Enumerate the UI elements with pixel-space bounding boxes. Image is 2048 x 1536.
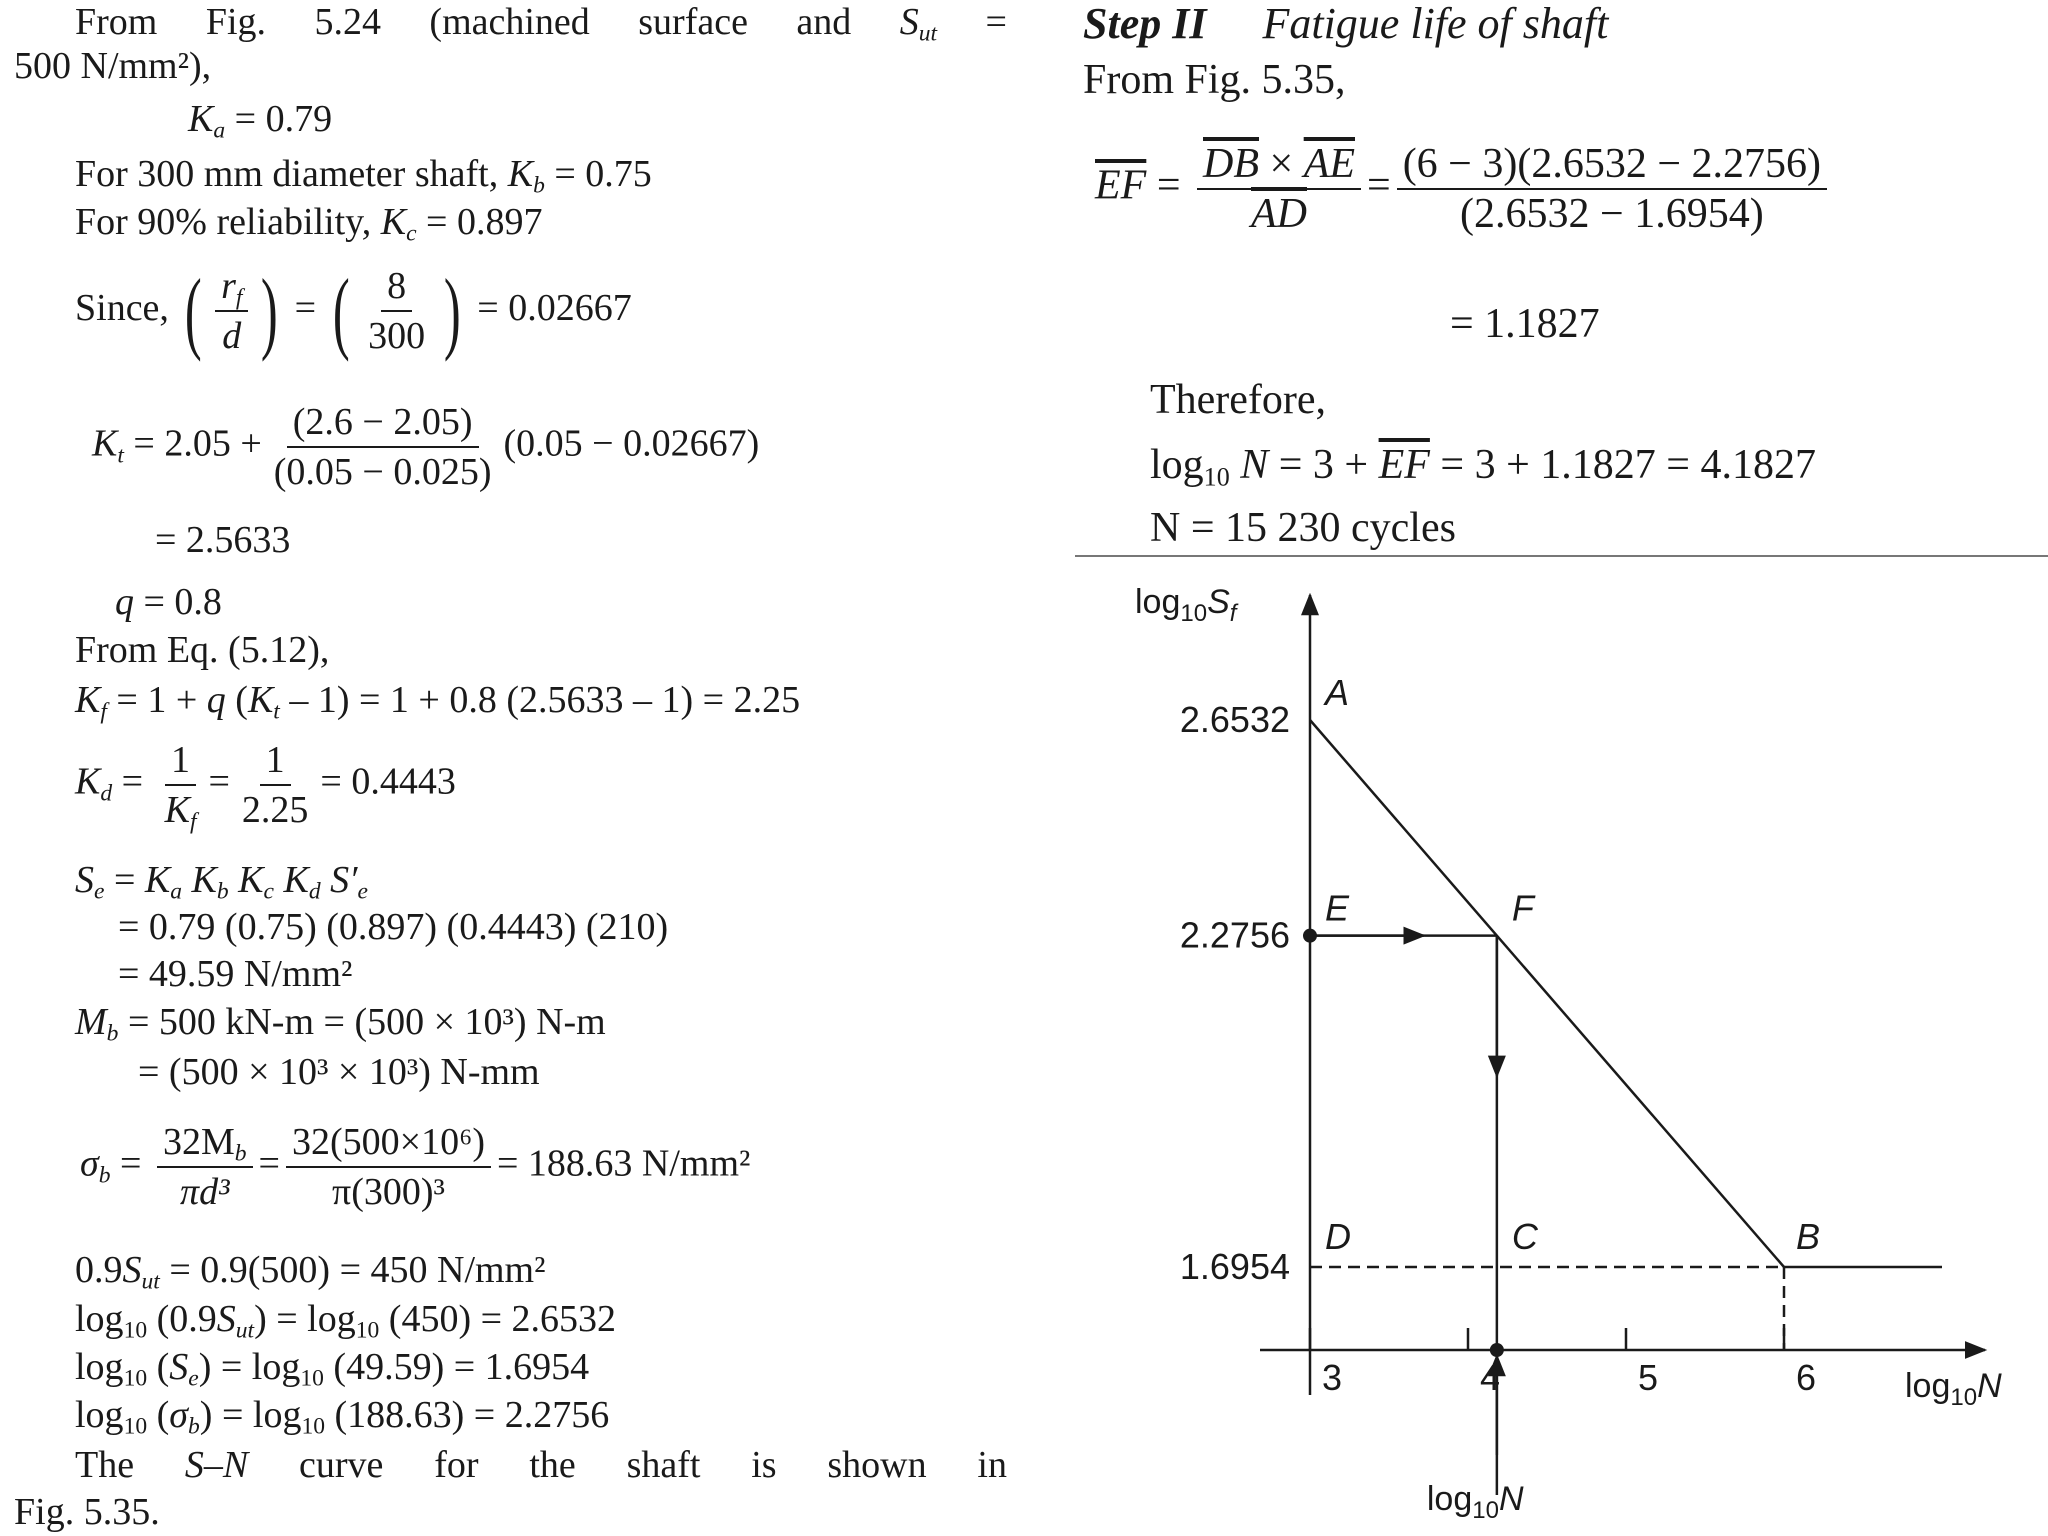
sut-symbol: $S_{ut}$ [899, 1, 938, 47]
point-label-c: C [1511, 1216, 1538, 1257]
word: S–N [184, 1444, 249, 1486]
eq-kd: $K_d$ = $\frac{1}{K_f}$ = $\frac{1}{2.25}$ = 0.4443 [75, 739, 456, 835]
line-therefore: Therefore, [1150, 377, 1327, 423]
word: Fig. [205, 1, 267, 43]
word: is [751, 1444, 777, 1486]
eq-mb: $M_b = 500$ kN-m = (500 × 10³) N-m [75, 1001, 606, 1047]
x-tick-label: 6 [1795, 1357, 1817, 1398]
line-fig-535: Fig. 5.35. [14, 1491, 160, 1533]
eq-log-n: $\log_{10} N = 3 + \overline{EF} = 3 + 1.1827 = 4.1827$ [1150, 442, 1816, 492]
eq-kf: $K_f = 1 + q$ $(K_t - 1) = 1 + 0.8$ (2.5633 – 1) = 2.25 [75, 679, 801, 725]
eq-ka: $K_a = 0.79$ [188, 98, 333, 144]
word: for [434, 1444, 479, 1486]
word: shaft [626, 1444, 701, 1486]
point-e-dot [1303, 929, 1317, 943]
eq-se-sub: = 0.79 (0.75) (0.897) (0.4443) (210) [118, 906, 669, 948]
word: curve [299, 1444, 384, 1486]
eq-log-se: $\log_{10} (S_e) = \log_{10} (49.59) = 1.6954$ [75, 1346, 590, 1392]
eq-se: $S_e = K_a$ $K_b$ $K_c$ $K_d$ $S'_e$ [75, 859, 368, 905]
x-tick-label: 3 [1321, 1357, 1343, 1398]
step-heading: Step II Fatigue life of shaft [1083, 0, 1609, 48]
eq-kb: For 300 mm diameter shaft, $K_b = 0.75$ [75, 153, 652, 199]
point-log-n-dot [1490, 1343, 1504, 1357]
y-axis-label: $\log_{10}S_f$ [1135, 583, 1237, 627]
eq-sigma-b: $\sigma_b$ = $\frac{32M_b}{\text{πd³}}$ = $\frac{\text{32(500×10⁶)}}{\text{π(300)³}}$ = 188.63 N/mm² [80, 1121, 751, 1213]
sn-curve-segment [1310, 720, 1784, 1267]
point-label-e: E [1325, 887, 1350, 929]
eq-q: q = 0.8 [115, 581, 222, 623]
word: in [977, 1444, 1007, 1486]
point-label-f: F [1511, 887, 1534, 929]
point-label-a: A [1325, 672, 1350, 713]
x-tick-label: 5 [1637, 1357, 1659, 1398]
word: the [529, 1444, 576, 1486]
eq-ef-result: = 1.1827 [1450, 301, 1600, 347]
word: and [796, 1, 852, 43]
y-tick-label: 2.6532 [1179, 699, 1290, 740]
line-sn-curve [75, 1443, 1007, 1487]
line-from-fig-524 [75, 0, 1007, 47]
x-tick-label: 4 [1479, 1357, 1501, 1398]
point-label-d: D [1325, 1216, 1351, 1257]
line-from-eq-512: From Eq. (5.12), [75, 629, 330, 671]
eq-kt-result: = 2.5633 [155, 519, 291, 561]
word: The [75, 1444, 135, 1486]
line-500-nmm2: 500 N/mm²), [14, 45, 212, 87]
word: shown [827, 1444, 927, 1486]
eq-kt: $K_t = 2.05$ + $\frac{(2.6 - 2.05)}{(0.05 - 0.025)}$ (0.05 − 0.02667) [92, 401, 760, 493]
y-tick-label: 1.6954 [1179, 1246, 1290, 1287]
eq-mb2: = (500 × 10³ × 10³) N-mm [138, 1051, 540, 1093]
log-n-readout-label: $\log_{10}N$ [1426, 1480, 1524, 1524]
eq-since-rf-d: Since, ( $\frac{r_f}{d}$ ) = ( $\frac{8}{300}$ ) = 0.02667 [75, 260, 632, 363]
eq-se-result: = 49.59 N/mm² [118, 953, 353, 995]
word: 5.24 [314, 1, 381, 43]
eq-09sut: $0.9S_{ut} = 0.9(500) = 450$ N/mm² [75, 1249, 546, 1295]
point-label-b: B [1796, 1216, 1821, 1257]
eq-n-cycles: N = 15 230 cycles [1150, 505, 1456, 551]
word: = [985, 1, 1007, 43]
y-tick-label: 2.2756 [1179, 914, 1290, 956]
eq-ef: $\overline{EF}$ = $\frac{\overline{DB} \times \overline{AE}}{AD}$ = $\frac{(6 - 3)(2.6532 - 2.2756)}{(2.6532 - 1.6954)}$ [1095, 142, 1833, 236]
word: From [75, 1, 158, 43]
eq-log-09sut: $\log_{10} (0.9S_{ut}) = \log_{10} (450) = 2.6532$ [75, 1298, 617, 1344]
word: surface [638, 1, 748, 43]
x-axis-label: $\log_{10}N$ [1905, 1367, 2002, 1411]
line-from-fig-535: From Fig. 5.35, [1083, 57, 1346, 103]
eq-log-sigma: $\log_{10} (\sigma_b) = \log_{10} (188.63) = 2.2756$ [75, 1394, 610, 1440]
word: (machined [429, 1, 590, 43]
eq-kc: For 90% reliability, $K_c = 0.897$ [75, 201, 543, 247]
sn-curve-chart [1075, 555, 2048, 1536]
